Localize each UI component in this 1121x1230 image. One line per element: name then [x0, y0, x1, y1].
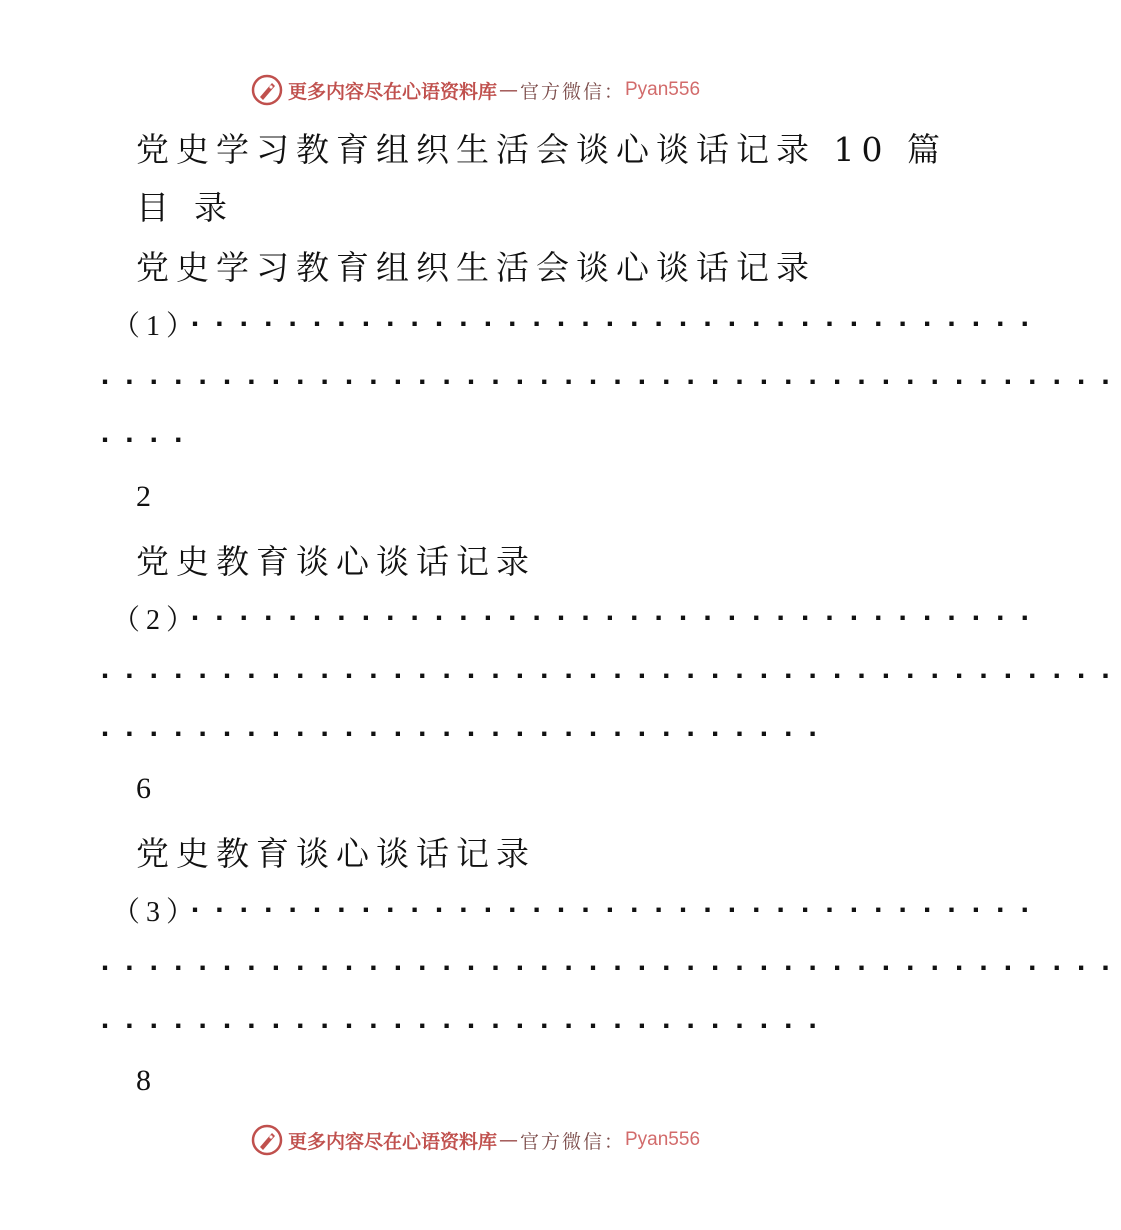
banner-wechat-id: Pyan556 — [625, 79, 701, 100]
toc-entry-title[interactable]: 党史学习教育组织生活会谈心谈话记录 — [136, 248, 816, 287]
toc-heading-char-1: 目 — [136, 188, 176, 227]
toc-entry-title[interactable]: 党史教育谈心谈话记录 — [136, 542, 536, 581]
banner-official-label: 官方微信： — [519, 1130, 625, 1153]
leader-dots: .............................. — [96, 712, 829, 746]
leader-dots: .... — [96, 418, 194, 452]
toc-entry-number: （2） — [112, 605, 201, 636]
toc-entry-page: 8 — [136, 1064, 151, 1097]
header-banner — [0, 70, 950, 110]
leader-dots: .......................................... — [96, 360, 1121, 394]
footer-banner — [0, 1120, 950, 1160]
banner-wechat-id: Pyan556 — [625, 1129, 701, 1150]
toc-entry-page: 2 — [136, 480, 151, 513]
toc-entry-number: （3） — [112, 897, 201, 928]
leader-dots: ................................... — [186, 596, 1041, 630]
pen-logo-icon — [250, 1123, 284, 1157]
document-title: 党史学习教育组织生活会谈心谈话记录 10 篇 — [136, 130, 947, 169]
toc-heading-char-2: 录 — [194, 188, 234, 227]
toc-entry-number: （1） — [112, 311, 201, 342]
toc-heading — [136, 182, 234, 229]
leader-dots: ................................... — [186, 302, 1041, 336]
leader-dots: ................................... — [186, 888, 1041, 922]
toc-entry-title[interactable]: 党史教育谈心谈话记录 — [136, 834, 536, 873]
toc-entry-page: 6 — [136, 772, 151, 805]
leader-dots: .......................................... — [96, 654, 1121, 688]
banner-official-label: 官方微信： — [519, 80, 625, 103]
banner-site-name: 更多内容尽在心语资料库 — [287, 80, 497, 103]
leader-dots: .......................................... — [96, 946, 1121, 980]
banner-dash: — — [498, 79, 518, 101]
banner-dash: — — [498, 1129, 518, 1151]
leader-dots: .............................. — [96, 1004, 829, 1038]
banner-site-name: 更多内容尽在心语资料库 — [287, 1130, 497, 1153]
pen-logo-icon — [250, 73, 284, 107]
